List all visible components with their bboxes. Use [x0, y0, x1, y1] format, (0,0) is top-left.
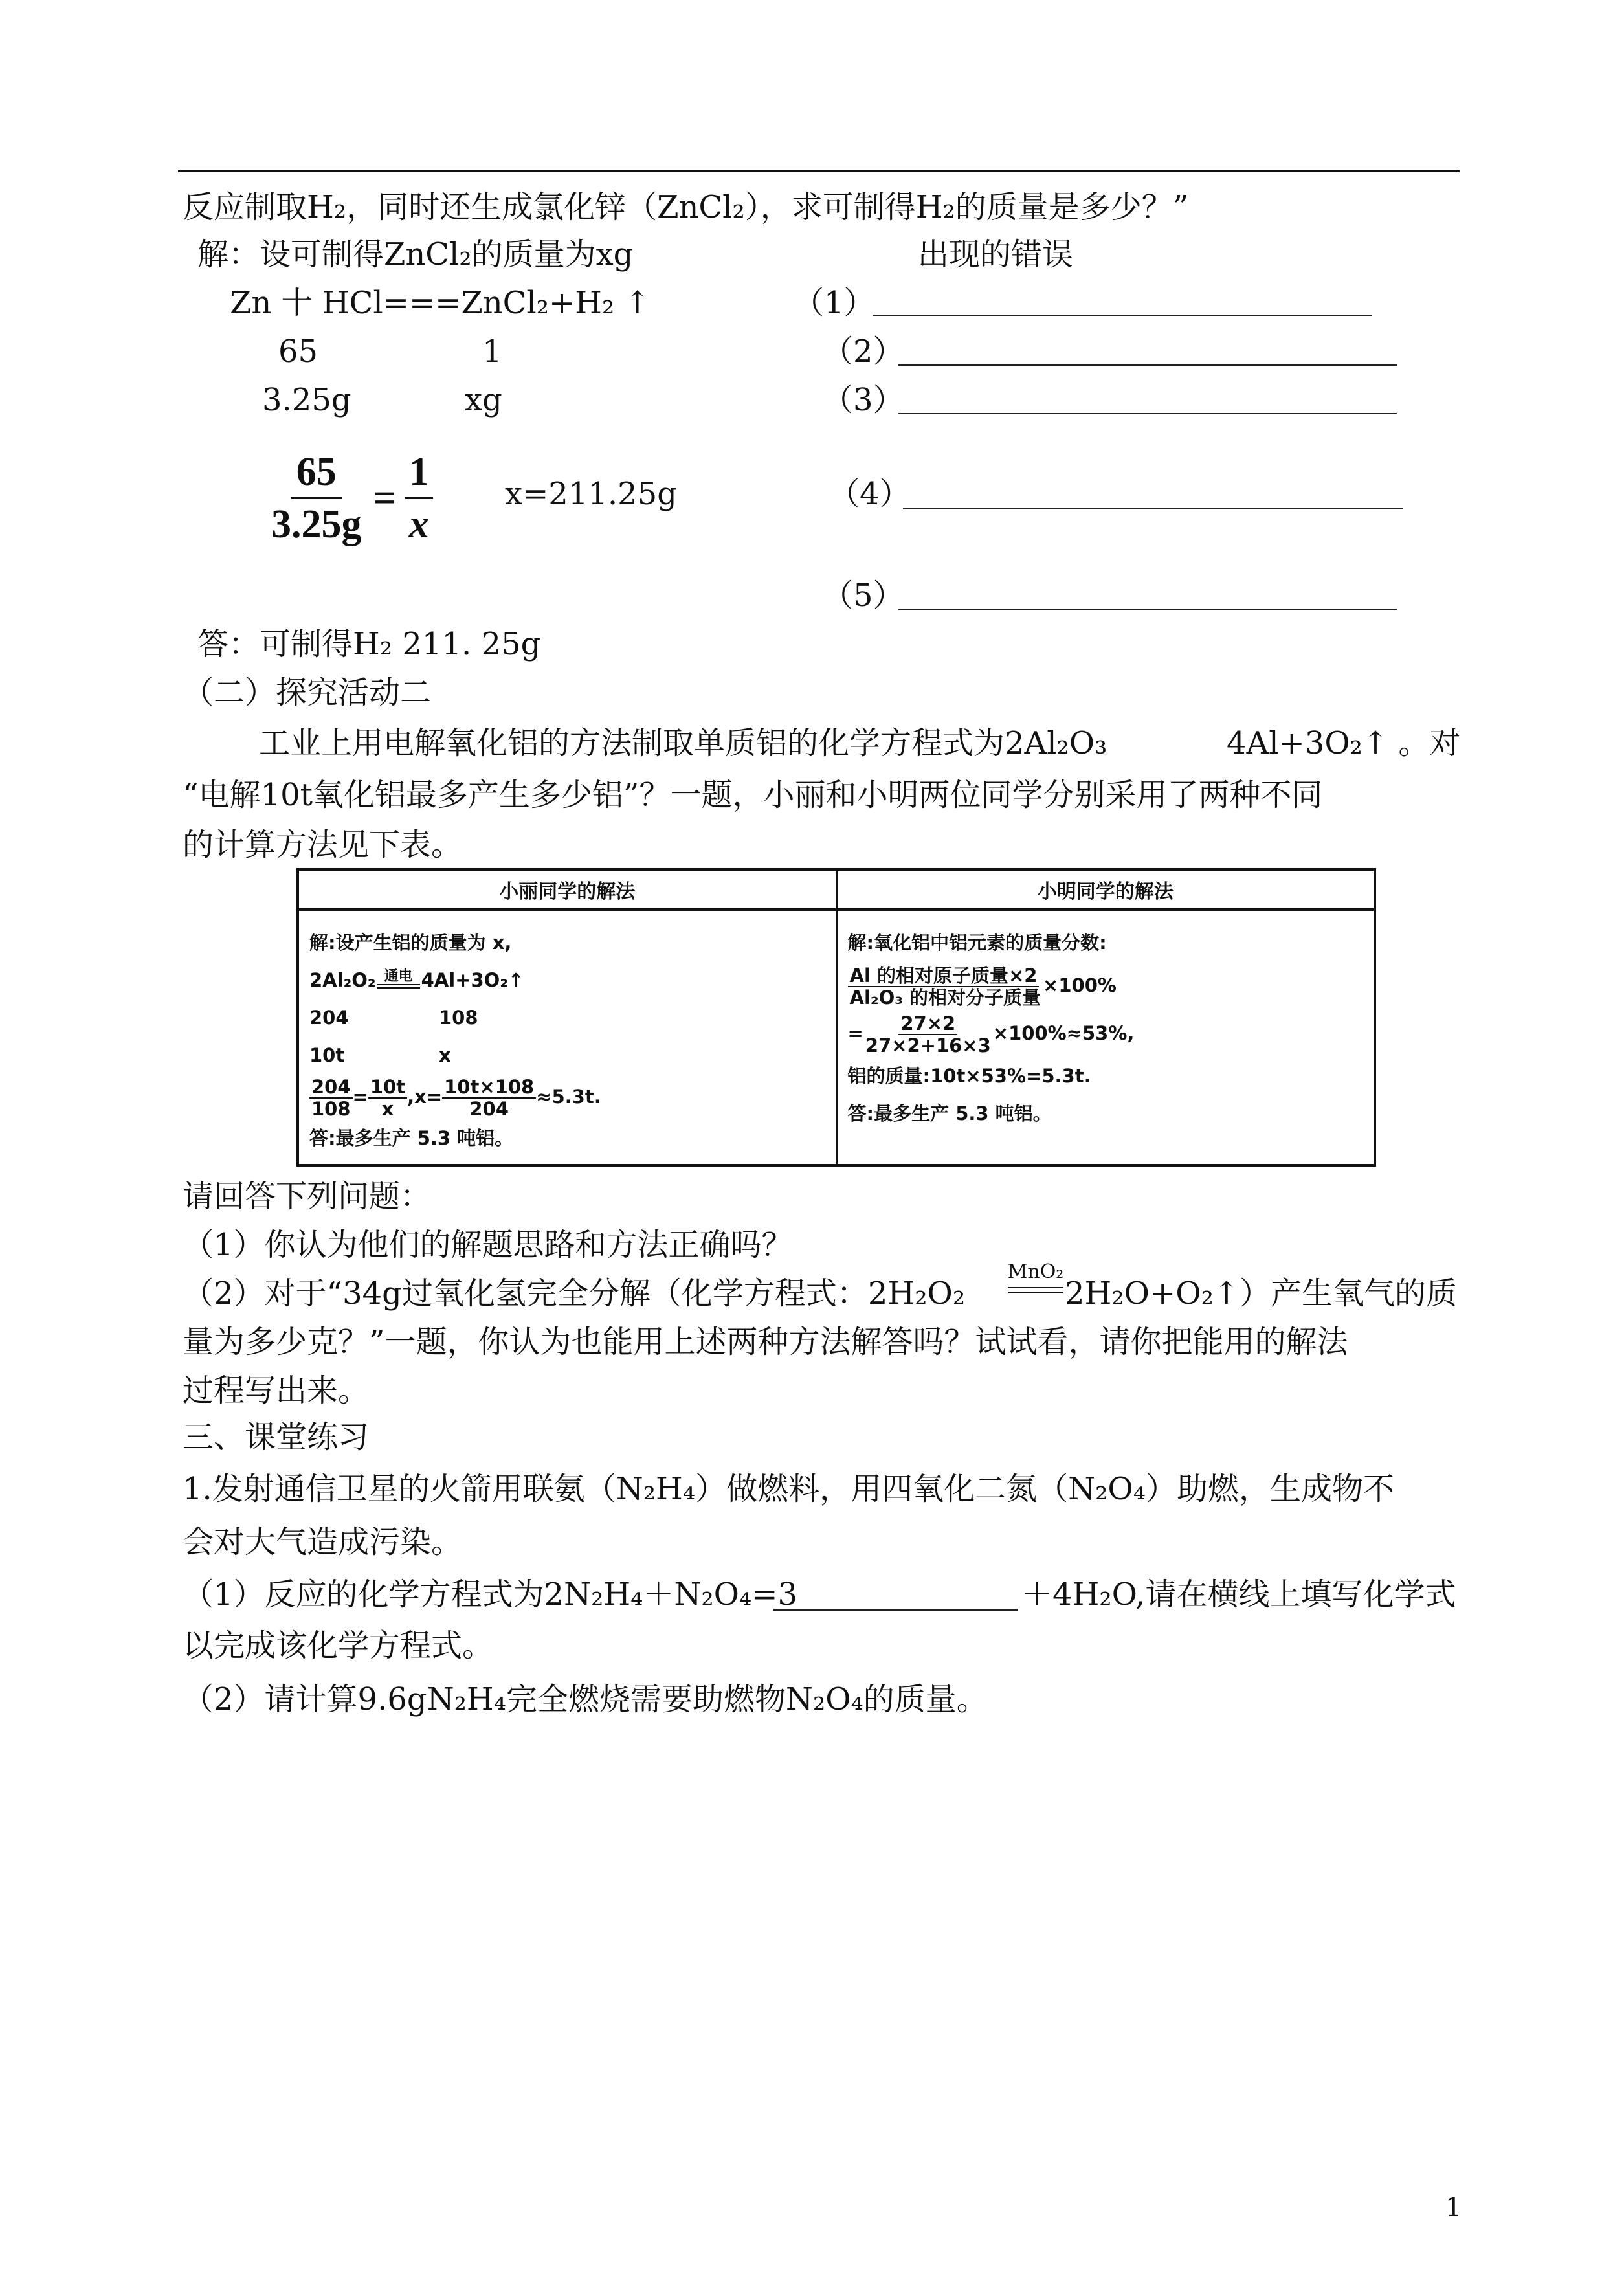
proportion-right-denominator — [405, 499, 433, 550]
table-header-row — [298, 869, 1375, 910]
xiaoli-reactant: 2Al₂O₂ — [309, 969, 376, 991]
problem-statement: 反应制取H₂，同时还生成氯化锌（ZnCl₂），求可制得H₂的质量是多少？” — [183, 189, 1189, 225]
solution-result: x=211.25g — [505, 476, 677, 512]
error-item-3-blank[interactable] — [898, 413, 1397, 414]
proportion-equals: = — [373, 476, 396, 520]
section2-paragraph-line2: “电解10t氧化铝最多产生多少铝”？一题，小丽和小明两位同学分别采用了两种不同 — [183, 777, 1323, 813]
xiaoli-frac2-num: 10t — [368, 1077, 407, 1099]
exercise1-part1-a: （1）反应的化学方程式为2N₂H₄＋N₂O₄=3 — [183, 1576, 798, 1613]
xiaoli-answer: 答:最多生产 5.3 吨铝。 — [309, 1127, 514, 1149]
xiaoming-frac2-num: 27×2 — [898, 1013, 957, 1035]
error-item-4-label: （4） — [829, 476, 911, 512]
xiaoming-line1: 解:氧化铝中铝元素的质量分数: — [847, 932, 1107, 954]
solution-setup: 解：设可制得ZnCl₂的质量为xg — [197, 236, 634, 273]
xiaoming-frac1-num: Al 的相对原子质量×2 — [848, 965, 1040, 987]
question-2-line3: 过程写出来。 — [183, 1372, 370, 1409]
xiaoli-solution-cell — [298, 910, 836, 1165]
xiaoli-approx: ≈5.3t. — [536, 1086, 601, 1108]
exercise1-part1-line2: 以完成该化学方程式。 — [183, 1627, 494, 1664]
xiaoming-frac1-tail: ×100% — [1043, 974, 1117, 996]
table-header-xiaoming: 小明同学的解法 — [836, 869, 1375, 910]
error-item-1-blank[interactable] — [873, 315, 1372, 316]
xiaoming-solution-cell — [836, 910, 1375, 1165]
error-item-5-blank[interactable] — [898, 609, 1397, 610]
xiaoli-line1: 解:设产生铝的质量为 x, — [309, 932, 512, 954]
xiaoming-answer: 答:最多生产 5.3 吨铝。 — [847, 1102, 1052, 1124]
xiaoli-line3-a: 204 — [309, 1007, 349, 1029]
exercise1-line2: 会对大气造成污染。 — [183, 1524, 463, 1560]
section2-paragraph-line1-b: 4Al+3O₂↑ 。对 — [1227, 725, 1461, 761]
solution-row1-a: 65 — [278, 333, 318, 370]
exercise1-part1-b: ＋4H₂O,请在横线上填写化学式 — [1021, 1576, 1456, 1613]
xiaoli-frac-eq: = — [352, 1086, 368, 1108]
question-2-line1-a: （2）对于“34g过氧化氢完全分解（化学方程式：2H₂O₂ — [183, 1275, 966, 1312]
section2-heading: （二）探究活动二 — [183, 675, 432, 711]
proportion-left-fraction — [269, 447, 364, 550]
xiaoli-line3-b: 108 — [439, 1007, 478, 1029]
solutions-table — [296, 868, 1376, 1167]
solution-row2-a: 3.25g — [262, 382, 351, 418]
xiaoming-eq-lead: = — [847, 1022, 863, 1044]
errors-title: 出现的错误 — [918, 236, 1074, 273]
xiaoli-line4 — [309, 1036, 825, 1074]
proportion-equation — [269, 447, 433, 550]
exercise1-part2: （2）请计算9.6gN₂H₄完全燃烧需要助燃物N₂O₄的质量。 — [183, 1681, 988, 1717]
xiaoli-product: 4Al+3O₂↑ — [421, 969, 524, 991]
xiaoli-arrow — [377, 970, 420, 999]
xiaoli-frac3-den: 204 — [469, 1098, 509, 1120]
question-2-catalyst: MnO₂ — [1007, 1260, 1064, 1283]
xiaoli-proportion — [309, 1074, 825, 1119]
proportion-right-numerator: 1 — [405, 447, 433, 499]
proportion-left-denominator-text: 3.25g — [271, 502, 362, 546]
xiaoli-frac2 — [368, 1077, 407, 1119]
exercise1-line1: 1.发射通信卫星的火箭用联氨（N₂H₄）做燃料，用四氧化二氮（N₂O₄）助燃，生成物不 — [183, 1471, 1394, 1507]
error-item-2-blank[interactable] — [898, 364, 1397, 366]
xiaoming-frac2-den: 27×2+16×3 — [865, 1035, 991, 1057]
section3-heading: 三、课堂练习 — [183, 1419, 370, 1455]
table-row — [298, 910, 1375, 1165]
proportion-left-numerator: 65 — [291, 447, 342, 499]
question-2-arrow — [1007, 1261, 1065, 1293]
proportion-right-fraction — [405, 447, 433, 550]
solution-equation: Zn 十 HCl===ZnCl₂+H₂ ↑ — [230, 285, 651, 321]
xiaoli-line4-b: x — [439, 1044, 451, 1066]
solution-row2-b: xg — [465, 382, 502, 418]
question-2-line1-b: 2H₂O+O₂↑）产生氧气的质 — [1065, 1275, 1458, 1312]
question-2-arrow-line — [1008, 1287, 1063, 1293]
proportion-left-denominator — [269, 499, 364, 550]
xiaoming-frac2-tail: ×100%≈53%, — [992, 1022, 1135, 1044]
xiaoming-fraction2 — [848, 1009, 1364, 1057]
xiaoli-arrow-condition: 通电 — [384, 968, 413, 985]
xiaoli-frac3-num: 10t×108 — [442, 1077, 536, 1099]
xiaoli-line3 — [309, 999, 825, 1036]
page-number: 1 — [1445, 2193, 1462, 2222]
question-1: （1）你认为他们的解题思路和方法正确吗？ — [183, 1227, 793, 1263]
xiaoli-frac1-num: 204 — [309, 1077, 353, 1099]
question-2-line2: 量为多少克？”一题，你认为也能用上述两种方法解答吗？试试看，请你把能用的解法 — [183, 1324, 1348, 1360]
xiaoming-frac1 — [848, 965, 1043, 1008]
error-item-5-label: （5） — [822, 577, 904, 614]
proportion-right-denominator-text: x — [408, 502, 429, 546]
xiaoming-frac2 — [863, 1013, 993, 1056]
xiaoming-line4: 铝的质量:10t×53%=5.3t. — [847, 1065, 1091, 1087]
error-item-4-blank[interactable] — [903, 508, 1403, 509]
formula-blank-input[interactable] — [773, 1609, 1018, 1611]
xiaoli-line4-a: 10t — [309, 1044, 345, 1066]
error-item-2-label: （2） — [822, 333, 904, 370]
error-item-3-label: （3） — [822, 382, 904, 418]
solution-answer: 答：可制得H₂ 211. 25g — [197, 626, 541, 662]
table-header-xiaoli: 小丽同学的解法 — [298, 869, 836, 910]
questions-intro: 请回答下列问题： — [183, 1178, 432, 1214]
xiaoli-x-eq: ,x= — [407, 1086, 443, 1108]
xiaoming-fraction1 — [848, 961, 1364, 1009]
xiaoli-frac3 — [442, 1077, 536, 1119]
section2-paragraph-line1-a: 工业上用电解氧化铝的方法制取单质铝的化学方程式为2Al₂O₃ — [259, 725, 1107, 761]
xiaoli-arrow-line — [377, 984, 420, 989]
solution-row1-b: 1 — [482, 333, 502, 370]
header-rule — [178, 170, 1460, 172]
section2-paragraph-line3: 的计算方法见下表。 — [183, 827, 463, 863]
xiaoli-frac1-den: 108 — [311, 1098, 351, 1120]
xiaoli-line2 — [309, 961, 825, 999]
xiaoli-frac1 — [309, 1077, 353, 1119]
error-item-1-label: （1） — [793, 285, 875, 321]
xiaoli-frac2-den: x — [381, 1098, 394, 1120]
xiaoming-frac1-den: Al₂O₃ 的相对分子质量 — [849, 987, 1041, 1009]
